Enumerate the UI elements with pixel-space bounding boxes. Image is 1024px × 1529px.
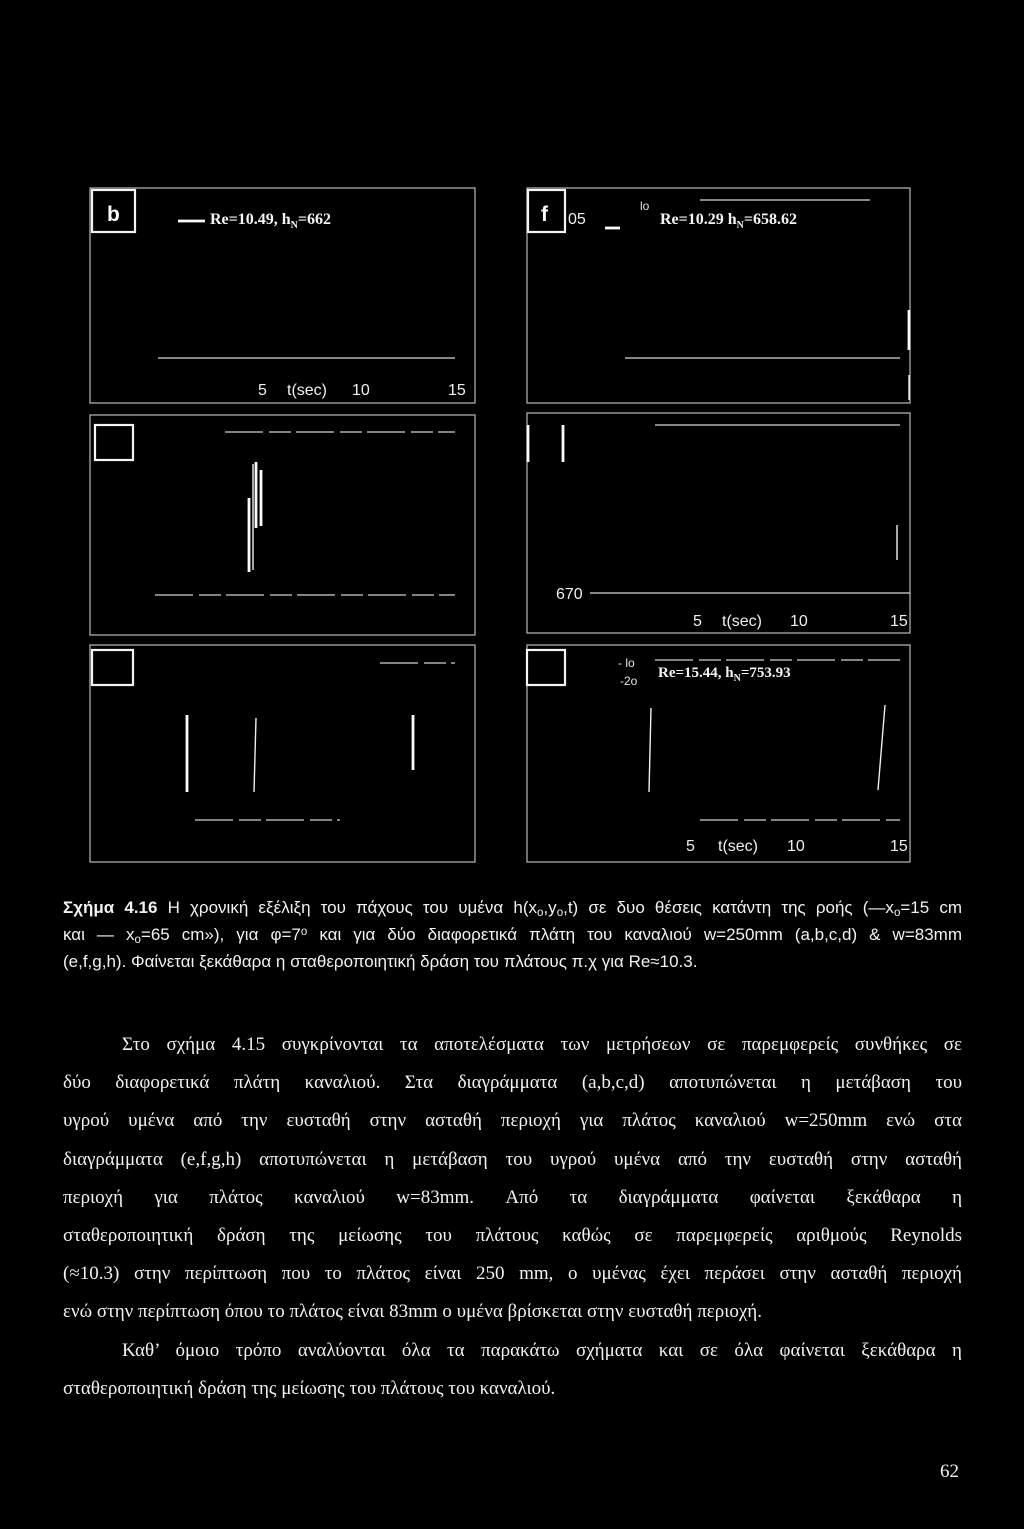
caption-text: =15 cm: [900, 898, 962, 917]
x-tick-label: 5: [686, 838, 695, 855]
panel-label: f: [541, 203, 548, 226]
y-tick-label: lo: [640, 199, 650, 213]
panel-d: [90, 645, 475, 862]
legend-main: Re=10.29 h: [660, 211, 737, 228]
signal-spike: [878, 705, 885, 790]
x-tick-label: 15: [890, 838, 908, 855]
legend-subscript: N: [290, 220, 298, 231]
paragraph-line: υγρού υμένα από την ευσταθή στην ασταθή περιοχή για πλάτος καναλιού w=250mm ενώ στα: [63, 1110, 962, 1132]
panel-frame: [527, 413, 910, 633]
caption-subscript: o: [537, 907, 544, 920]
paragraph-line: περιοχή για πλάτος καναλιού w=83mm. Από τα διαγράμματα φαίνεται ξεκάθαρα η: [63, 1186, 962, 1208]
caption-label: Σχήμα 4.16: [63, 898, 158, 917]
paragraph-line: Στο σχήμα 4.15 συγκρίνονται τα αποτελέσματα των μετρήσεων σε παρεμφερείς συνθήκες σε: [122, 1034, 962, 1055]
paragraph-line: ενώ στην περίπτωση όπου το πλάτος είναι 83mm ο υμένα βρίσκεται στην ευσταθή περιοχή.: [63, 1301, 762, 1323]
caption-line: (e,f,g,h). Φαίνεται ξεκάθαρα η σταθεροποιητική δράση του πλάτους π.χ για Re≈10.3.: [63, 952, 698, 971]
body-text: [63, 1026, 962, 1408]
paragraph-line: σταθεροποιητική δράση της μείωσης του πλάτους καθώς σε παρεμφερείς αριθμούς Reynolds: [63, 1225, 962, 1247]
x-axis-label: t(sec): [722, 613, 762, 630]
panel-c: [90, 415, 475, 635]
x-axis-label: t(sec): [718, 838, 758, 855]
caption-text: ,t) σε δυο θέσεις κατάντη της ροής (—x: [563, 898, 894, 917]
caption-text: Η χρονική εξέλιξη του πάχους του υμένα h(x: [157, 898, 538, 917]
caption-line: [63, 894, 962, 921]
panel-frame: [90, 415, 475, 635]
caption-text: ,y: [543, 898, 557, 917]
legend-text: [658, 665, 791, 684]
caption-superscript: ο: [300, 925, 308, 938]
panel-h: [527, 645, 910, 862]
caption-text: και για δύο διαφορετικά πλάτη του καναλιού w=250mm (a,b,c,d) & w=83mm: [307, 925, 962, 944]
paragraph-line: Καθ’ όμοιο τρόπο αναλύονται όλα τα παρακάτω σχήματα και σε όλα φαίνεται ξεκάθαρα η: [122, 1339, 962, 1361]
panel-label-box: [95, 425, 133, 460]
y-tick-label: 670: [556, 586, 583, 603]
panel-frame: [90, 645, 475, 862]
panel-label-box: [92, 650, 133, 685]
x-tick-label: 5: [693, 613, 702, 630]
panel-b: [90, 188, 475, 403]
y-tick-label: 05: [568, 211, 586, 228]
caption-subscript: o: [556, 907, 564, 920]
x-tick-label: 15: [890, 613, 908, 630]
caption-text: =65 cm»), για φ=7: [140, 925, 301, 944]
figure-caption: [63, 894, 962, 975]
legend-text: [210, 211, 331, 231]
x-tick-label: 5: [258, 382, 267, 399]
legend-main: Re=15.44, h: [658, 665, 734, 681]
caption-line: [63, 921, 962, 948]
caption-text: και — x: [63, 925, 135, 944]
x-tick-label: 10: [790, 613, 808, 630]
caption-subscript: o: [134, 934, 141, 947]
caption-subscript: o: [893, 907, 901, 920]
page-number: 62: [940, 1461, 959, 1482]
legend-subscript: N: [736, 220, 744, 231]
legend-text: [660, 211, 797, 231]
panel-g: [527, 413, 910, 633]
x-tick-label: 10: [787, 838, 805, 855]
panel-f: [527, 188, 910, 403]
legend-main: Re=10.49, h: [210, 211, 291, 228]
paragraph-line: σταθεροποιητική δράση της μείωσης του πλάτους του καναλιού.: [63, 1377, 556, 1399]
x-axis-label: t(sec): [287, 382, 327, 399]
legend-value: =662: [297, 211, 332, 228]
paragraph-line: (≈10.3) στην περίπτωση που το πλάτος είναι 250 mm, ο υμένας έχει περάσει στην ασταθή περιοχή: [63, 1263, 962, 1285]
paragraph-line: δύο διαφορετικά πλάτη καναλιού. Στα διαγράμματα (a,b,c,d) αποτυπώνεται η μετάβαση του: [63, 1072, 962, 1094]
legend-subscript: N: [733, 673, 741, 684]
panel-label-box: [527, 650, 565, 685]
legend-value: =753.93: [740, 665, 791, 681]
signal-spike: [649, 708, 651, 792]
signal-spike: [254, 718, 256, 792]
legend-value: =658.62: [743, 211, 798, 228]
paragraph-line: διαγράμματα (e,f,g,h) αποτυπώνεται η μετάβαση του υγρού υμένα από την ευσταθή στην ασταθή: [63, 1148, 962, 1170]
x-tick-label: 15: [448, 382, 466, 399]
y-tick-label: - lo: [618, 656, 635, 670]
y-tick-label: -2o: [620, 674, 638, 688]
x-tick-label: 10: [352, 382, 370, 399]
panel-label: b: [107, 203, 120, 226]
